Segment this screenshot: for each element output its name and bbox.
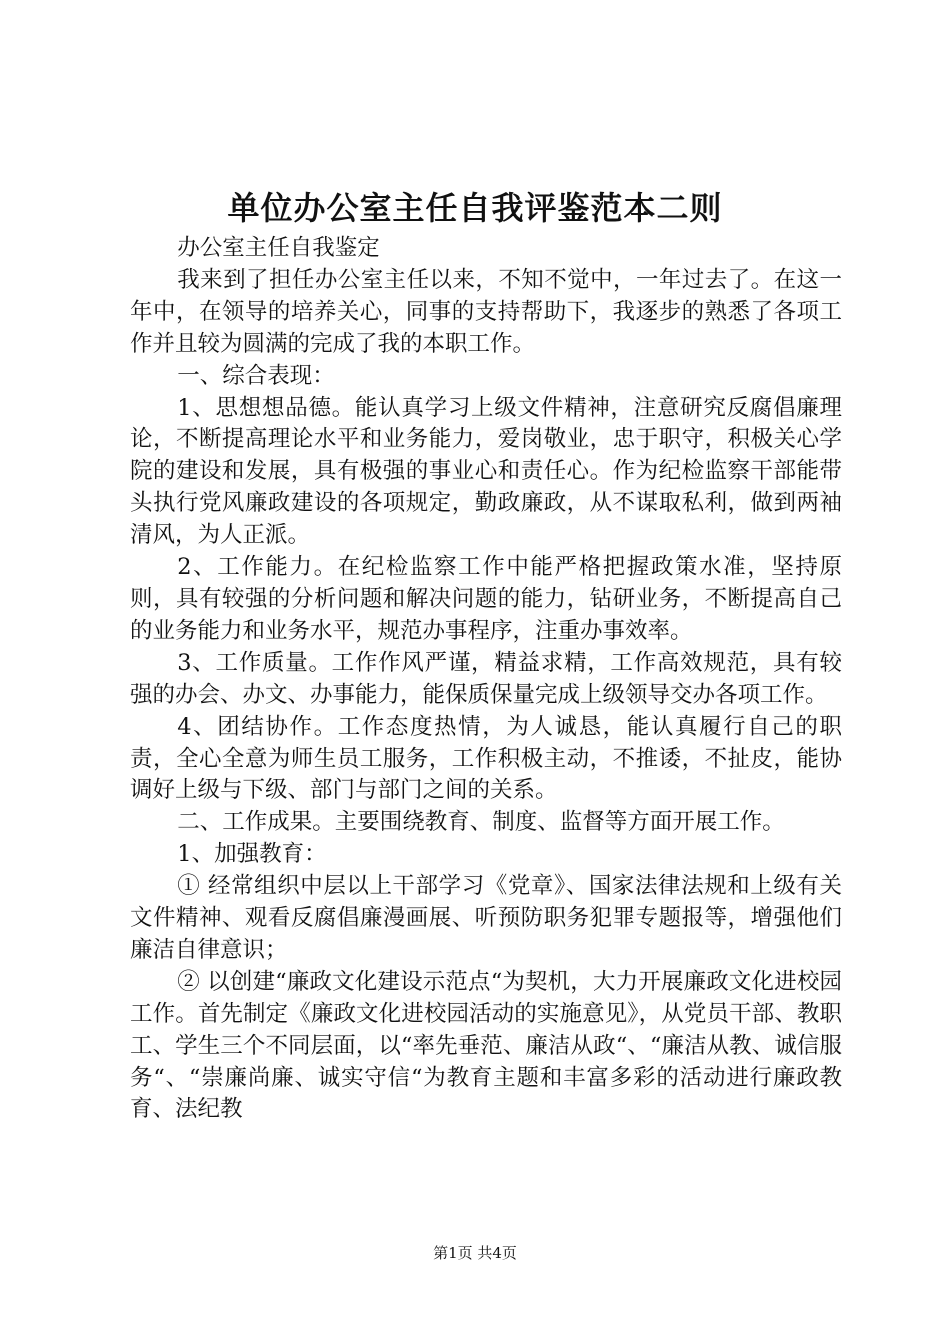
- list-item-campus-culture: ② 以创建“廉政文化建设示范点“为契机，大力开展廉政文化进校园工作。首先制定《廉政文化进校园活动的实施意见》，从党员干部、教职工、学生三个不同层面，以“率先垂范、廉洁从政“、“廉洁从教、诚信服务“、“崇廉尚廉、诚实守信“为教育主题和丰富多彩的活动进行廉政教育、法纪教: [130, 968, 842, 1123]
- section-heading-overall: 一、综合表现：: [177, 362, 335, 389]
- document-body: [130, 233, 842, 1126]
- paragraph-intro: 我来到了担任办公室主任以来，不知不觉中，一年过去了。在这一年中，在领导的培养关心，同事的支持帮助下，我逐步的熟悉了各项工作并且较为圆满的完成了我的本职工作。: [130, 266, 842, 357]
- paragraph-ethics: 1、思想想品德。能认真学习上级文件精神，注意研究反腐倡廉理论，不断提高理论水平和业务能力，爱岗敬业，忠于职守，积极关心学院的建设和发展，具有极强的事业心和责任心。作为纪检监察干部能带头执行党风廉政建设的各项规定，勤政廉政，从不谋取私利，做到两袖清风，为人正派。: [130, 394, 842, 549]
- paragraph-ability: 2、工作能力。在纪检监察工作中能严格把握政策水准，坚持原则，具有较强的分析问题和解决问题的能力，钻研业务，不断提高自己的业务能力和业务水平，规范办事程序，注重办事效率。: [130, 554, 842, 644]
- subheading-education: 1、加强教育：: [177, 841, 327, 868]
- page-number: 第1页 共4页: [433, 1244, 517, 1262]
- document-title: 单位办公室主任自我评鉴范本二则: [227, 189, 723, 227]
- list-item-study: ① 经常组织中层以上干部学习《党章》、国家法律法规和上级有关文件精神、观看反腐倡廉漫画展、听预防职务犯罪专题报等，增强他们廉洁自律意识；: [130, 873, 842, 963]
- paragraph-teamwork: 4、团结协作。工作态度热情，为人诚恳，能认真履行自己的职责，全心全意为师生员工服务，工作积极主动，不推诿，不扯皮，能协调好上级与下级、部门与部门之间的关系。: [130, 713, 842, 804]
- paragraph-quality: 3、工作质量。工作作风严谨，精益求精，工作高效规范，具有较强的办会、办文、办事能力，能保质保量完成上级领导交办各项工作。: [130, 649, 842, 708]
- section-heading-results: 二、工作成果。主要围绕教育、制度、监督等方面开展工作。: [177, 809, 785, 836]
- paragraph-subtitle: 办公室主任自我鉴定: [177, 235, 380, 261]
